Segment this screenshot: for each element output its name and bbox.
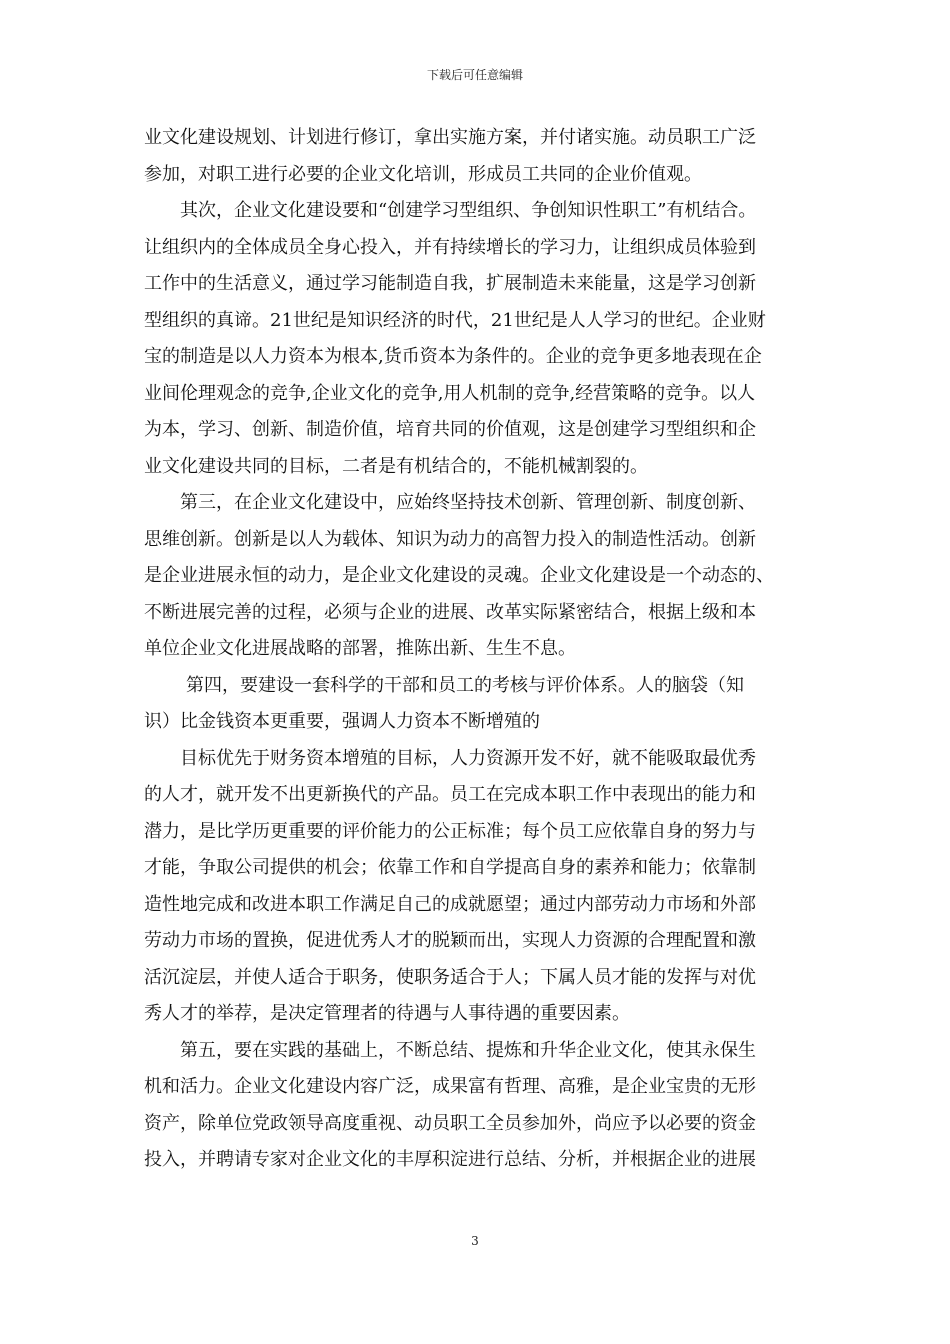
text-line: 才能，争取公司提供的机会；依靠工作和自学提高自身的素养和能力；依靠制 bbox=[144, 857, 756, 878]
text-line: 不断进展完善的过程，必须与企业的进展、改革实际紧密结合，根据上级和本 bbox=[144, 601, 756, 623]
text-line: 劳动力市场的置换，促进优秀人才的脱颖而出，实现人力资源的合理配置和激 bbox=[144, 930, 756, 951]
text-line: 宝的制造是以人力资本为根本,货币资本为条件的。企业的竞争更多地表现在企 bbox=[144, 346, 762, 367]
text-line: 为本，学习、创新、制造价值，培育共同的价值观，这是创建学习型组织和企 bbox=[144, 419, 756, 440]
text-line: 资产，除单位党政领导高度重视、动员职工全员参加外，尚应予以必要的资金 bbox=[144, 1112, 756, 1134]
text-line: 思维创新。创新是以人为载体、知识为动力的高智力投入的制造性活动。创新 bbox=[144, 528, 756, 550]
text-line: 工作中的生活意义，通过学习能制造自我，扩展制造未来能量，这是学习创新 bbox=[144, 273, 756, 294]
text-line: 第三，在企业文化建设中，应始终坚持技术创新、管理创新、制度创新、 bbox=[180, 492, 756, 513]
text-line: 第五，要在实践的基础上，不断总结、提炼和升华企业文化，使其永保生 bbox=[180, 1039, 756, 1061]
text-line: 业文化建设共同的目标，二者是有机结合的，不能机械割裂的。 bbox=[144, 455, 648, 477]
document-body bbox=[144, 120, 808, 1179]
text-line: 单位企业文化进展战略的部署，推陈出新、生生不息。 bbox=[144, 638, 576, 659]
text-line: 潜力，是比学历更重要的评价能力的公正标准；每个员工应依靠自身的努力与 bbox=[144, 820, 756, 842]
page-header: 下载后可任意编辑 bbox=[426, 68, 523, 82]
text-line: 型组织的真谛。21世纪是知识经济的时代，21世纪是人人学习的世纪。企业财 bbox=[144, 309, 766, 331]
text-line: 业间伦理观念的竞争,企业文化的竞争,用人机制的竞争,经营策略的竞争。以人 bbox=[144, 382, 756, 404]
text-line: 是企业进展永恒的动力，是企业文化建设的灵魂。企业文化建设是一个动态的、 bbox=[144, 565, 774, 586]
text-line: 投入，并聘请专家对企业文化的丰厚积淀进行总结、分析，并根据企业的进展 bbox=[144, 1149, 756, 1170]
text-line: 目标优先于财务资本增殖的目标，人力资源开发不好，就不能吸取最优秀 bbox=[180, 747, 756, 769]
text-line: 参加，对职工进行必要的企业文化培训，形成员工共同的企业价值观。 bbox=[144, 163, 702, 185]
text-line: 活沉淀层，并使人适合于职务，使职务适合于人；下属人员才能的发挥与对优 bbox=[144, 966, 756, 988]
text-line: 秀人才的举荐，是决定管理者的待遇与人事待遇的重要因素。 bbox=[144, 1003, 630, 1024]
text-line: 机和活力。企业文化建设内容广泛，成果富有哲理、高雅，是企业宝贵的无形 bbox=[144, 1076, 756, 1097]
text-line: 让组织内的全体成员全身心投入，并有持续增长的学习力，让组织成员体验到 bbox=[144, 236, 756, 258]
text-line: 其次，企业文化建设要和“创建学习型组织、争创知识性职工”有机结合。 bbox=[180, 200, 757, 221]
text-line: 的人才，就开发不出更新换代的产品。员工在完成本职工作中表现出的能力和 bbox=[144, 784, 756, 805]
text-line: 第四，要建设一套科学的干部和员工的考核与评价体系。人的脑袋（知 bbox=[186, 674, 744, 696]
text-line: 识）比金钱资本更重要，强调人力资本不断增殖的 bbox=[144, 711, 540, 732]
text-line: 造性地完成和改进本职工作满足自己的成就愿望；通过内部劳动力市场和外部 bbox=[144, 893, 756, 915]
page-number: 3 bbox=[471, 1234, 479, 1248]
text-line: 业文化建设规划、计划进行修订，拿出实施方案，并付诸实施。动员职工广泛 bbox=[144, 127, 756, 148]
